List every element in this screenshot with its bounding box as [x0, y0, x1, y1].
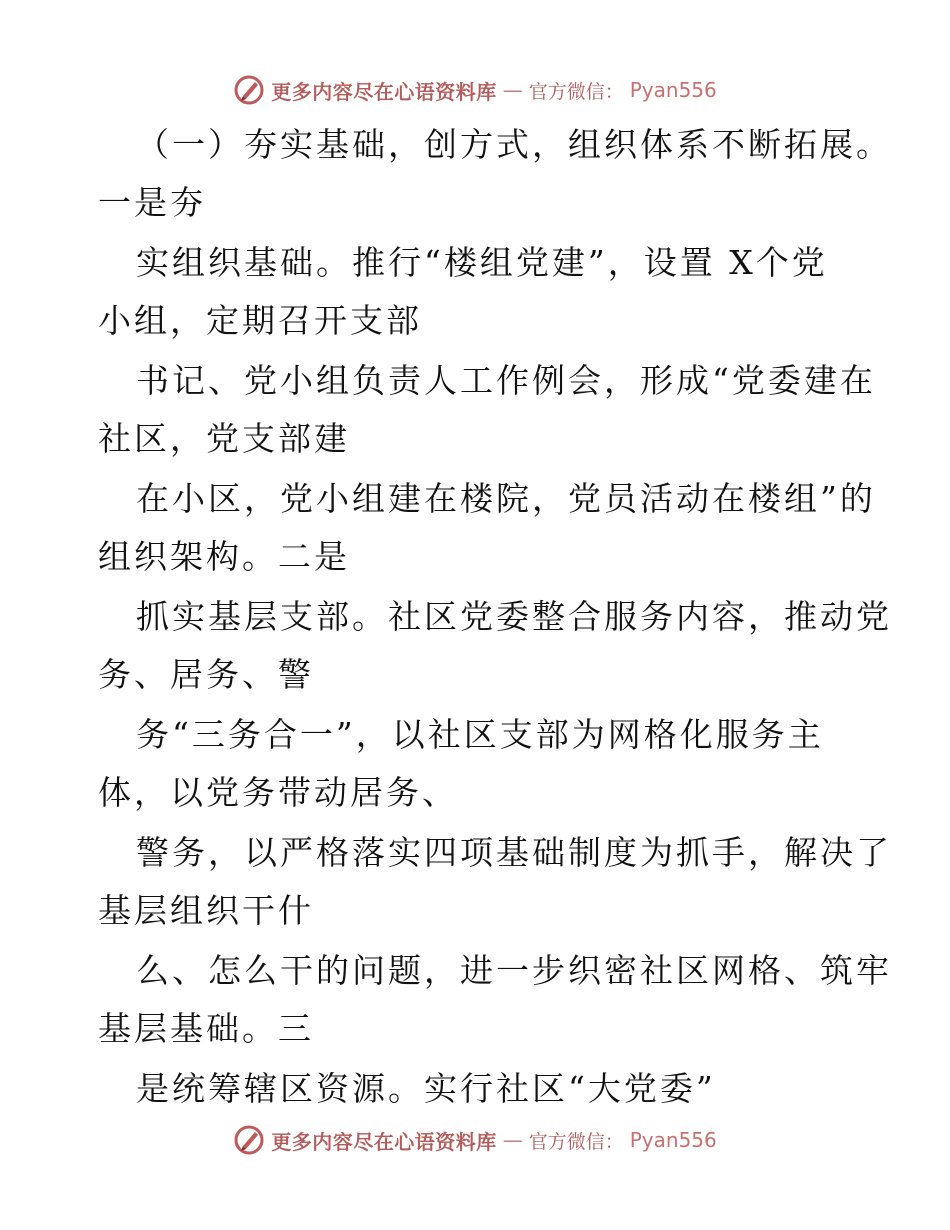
text-line: （一）夯实基础，创方式，组织体系不断拓展。 — [136, 125, 892, 164]
watermark-dash: — — [502, 78, 523, 102]
text-line: 抓实基层支部。社区党委整合服务内容，推动党 — [136, 597, 892, 636]
text-line: 小组，定期召开支部 — [98, 301, 422, 340]
text-line: 在小区，党小组建在楼院，党员活动在楼组”的 — [136, 479, 876, 518]
watermark-footer — [0, 1120, 950, 1160]
text-line: 组织架构。二是 — [98, 537, 350, 576]
watermark-brand: 更多内容尽在心语资料库 — [271, 79, 497, 104]
text-line: 实组织基础。推行“楼组党建”，设置 X个党 — [136, 243, 828, 282]
watermark-suffix: 官方微信： — [528, 80, 624, 103]
text-line: 务、居务、警 — [98, 655, 314, 694]
text-line: 么、怎么干的问题，进一步织密社区网格、筑牢 — [136, 951, 892, 990]
text-line: 体，以党务带动居务、 — [98, 773, 458, 812]
text-line: 警务，以严格落实四项基础制度为抓手，解决了 — [136, 833, 892, 872]
pen-logo-icon — [233, 1124, 265, 1156]
watermark-id: Pyan556 — [629, 78, 717, 102]
watermark-dash: — — [502, 1128, 523, 1152]
text-line: 社区，党支部建 — [98, 419, 350, 458]
text-line: 务“三务合一”，以社区支部为网格化服务主 — [136, 715, 824, 754]
text-line: 是统筹辖区资源。实行社区“大党委” — [136, 1069, 716, 1108]
watermark-brand: 更多内容尽在心语资料库 — [271, 1129, 497, 1154]
watermark-id: Pyan556 — [629, 1128, 717, 1152]
text-line: 书记、党小组负责人工作例会，形成“党委建在 — [136, 361, 876, 400]
pen-logo-icon — [233, 74, 265, 106]
watermark-header — [0, 70, 950, 110]
watermark-suffix: 官方微信： — [528, 1130, 624, 1153]
text-line: 一是夯 — [98, 183, 206, 222]
text-line: 基层组织干什 — [98, 891, 314, 930]
text-line: 基层基础。三 — [98, 1009, 314, 1048]
